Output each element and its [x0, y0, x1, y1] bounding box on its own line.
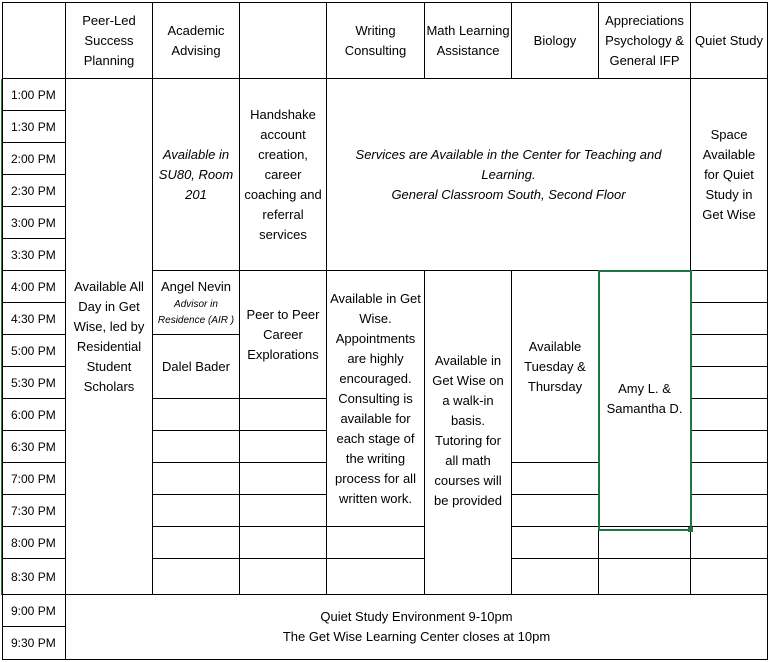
ctl-text-line1: Services are Available in the Center for Teaching and Learning.: [355, 146, 662, 182]
empty-cell[interactable]: [153, 527, 240, 559]
ctl-block[interactable]: [327, 79, 691, 271]
time-cell[interactable]: 3:30 PM: [2, 239, 66, 271]
empty-cell[interactable]: [240, 431, 327, 463]
quiet-space-text: Space Available for Quiet Study in Get Wise: [702, 126, 756, 222]
advisor-block[interactable]: [153, 271, 240, 335]
advising-afternoon-block[interactable]: [153, 79, 240, 271]
row-header-accent: [1, 79, 2, 595]
empty-cell[interactable]: [691, 367, 768, 399]
empty-cell[interactable]: [153, 431, 240, 463]
peer-led-block[interactable]: [66, 79, 153, 595]
advisor2-name: Dalel Bader: [162, 358, 230, 374]
header-blank[interactable]: [240, 2, 327, 79]
time-cell[interactable]: 7:30 PM: [2, 495, 66, 527]
empty-cell[interactable]: [153, 495, 240, 527]
time-cell[interactable]: 9:00 PM: [2, 595, 66, 627]
header-academic-advising[interactable]: Academic Advising: [153, 2, 240, 79]
empty-cell[interactable]: [240, 463, 327, 495]
math-text: Available in Get Wise on a walk-in basis. Tutoring for all math courses will be provided: [432, 353, 504, 508]
header-appreciations-psych[interactable]: Appreciations Psychology & General IFP: [599, 2, 691, 79]
empty-cell[interactable]: [691, 399, 768, 431]
time-cell[interactable]: 8:30 PM: [2, 559, 66, 595]
advisor-role: Advisor in Residence (AIR ): [157, 298, 235, 326]
quiet-env-line1: Quiet Study Environment 9-10pm: [320, 609, 513, 624]
quiet-env-line2: The Get Wise Learning Center closes at 10pm: [282, 629, 551, 644]
empty-cell[interactable]: [512, 495, 599, 527]
time-cell[interactable]: 5:00 PM: [2, 335, 66, 367]
empty-cell[interactable]: [153, 559, 240, 595]
header-quiet-study[interactable]: Quiet Study: [691, 2, 768, 79]
empty-cell[interactable]: [691, 527, 768, 559]
time-cell[interactable]: 4:00 PM: [2, 271, 66, 303]
empty-cell[interactable]: [691, 463, 768, 495]
time-cell[interactable]: 7:00 PM: [2, 463, 66, 495]
time-cell[interactable]: 5:30 PM: [2, 367, 66, 399]
time-cell[interactable]: 2:30 PM: [2, 175, 66, 207]
biology-block[interactable]: [512, 271, 599, 463]
empty-cell[interactable]: [512, 559, 599, 595]
time-cell[interactable]: 8:00 PM: [2, 527, 66, 559]
writing-block[interactable]: [327, 271, 425, 527]
empty-cell[interactable]: [240, 495, 327, 527]
biology-text: Available Tuesday & Thursday: [524, 339, 586, 394]
empty-cell[interactable]: [691, 335, 768, 367]
time-cell[interactable]: 9:30 PM: [2, 627, 66, 660]
advising-location-text: Available in SU80, Room 201: [158, 146, 234, 202]
empty-cell[interactable]: [153, 399, 240, 431]
header-math-learning[interactable]: Math Learning Assistance: [425, 2, 512, 79]
empty-cell[interactable]: [691, 495, 768, 527]
handshake-text: Handshake account creation, career coaching and referral services: [244, 106, 322, 242]
psych-names: Amy L. & Samantha D.: [606, 381, 683, 416]
time-cell[interactable]: 6:30 PM: [2, 431, 66, 463]
peer-career-block[interactable]: [240, 271, 327, 399]
empty-cell[interactable]: [691, 431, 768, 463]
handshake-block[interactable]: [240, 79, 327, 271]
cell-selection-outline: [598, 270, 692, 531]
quiet-environment-block[interactable]: [66, 595, 768, 660]
empty-cell[interactable]: [512, 527, 599, 559]
empty-cell[interactable]: [691, 303, 768, 335]
time-cell[interactable]: 4:30 PM: [2, 303, 66, 335]
corner-cell[interactable]: [2, 2, 66, 79]
advisor-name: Angel Nevin: [160, 278, 232, 294]
empty-cell[interactable]: [240, 559, 327, 595]
empty-cell[interactable]: [240, 527, 327, 559]
time-cell[interactable]: 3:00 PM: [2, 207, 66, 239]
fill-handle[interactable]: [688, 527, 693, 532]
peer-led-text: Available All Day in Get Wise, led by Residential Student Scholars: [73, 278, 145, 394]
empty-cell[interactable]: [153, 463, 240, 495]
advisor2-block[interactable]: [153, 335, 240, 399]
time-cell[interactable]: 1:30 PM: [2, 111, 66, 143]
empty-cell[interactable]: [691, 559, 768, 595]
empty-cell[interactable]: [327, 527, 425, 559]
header-writing-consulting[interactable]: Writing Consulting: [327, 2, 425, 79]
writing-text: Available in Get Wise. Appointments are highly encouraged. Consulting is available for each stage of the writing process for all written work.: [330, 291, 421, 506]
peer-career-text: Peer to Peer Career Explorations: [246, 306, 320, 362]
header-biology[interactable]: Biology: [512, 2, 599, 79]
time-cell[interactable]: 6:00 PM: [2, 399, 66, 431]
empty-cell[interactable]: [512, 463, 599, 495]
empty-cell[interactable]: [691, 271, 768, 303]
math-block[interactable]: [425, 271, 512, 595]
empty-cell[interactable]: [240, 399, 327, 431]
empty-cell[interactable]: [599, 527, 691, 559]
empty-cell[interactable]: [599, 559, 691, 595]
quiet-space-block[interactable]: [691, 79, 768, 271]
time-cell[interactable]: 2:00 PM: [2, 143, 66, 175]
header-peer-led[interactable]: Peer-Led Success Planning: [66, 2, 153, 79]
empty-cell[interactable]: [327, 559, 425, 595]
time-cell[interactable]: 1:00 PM: [2, 79, 66, 111]
ctl-text-line2: General Classroom South, Second Floor: [391, 186, 626, 202]
